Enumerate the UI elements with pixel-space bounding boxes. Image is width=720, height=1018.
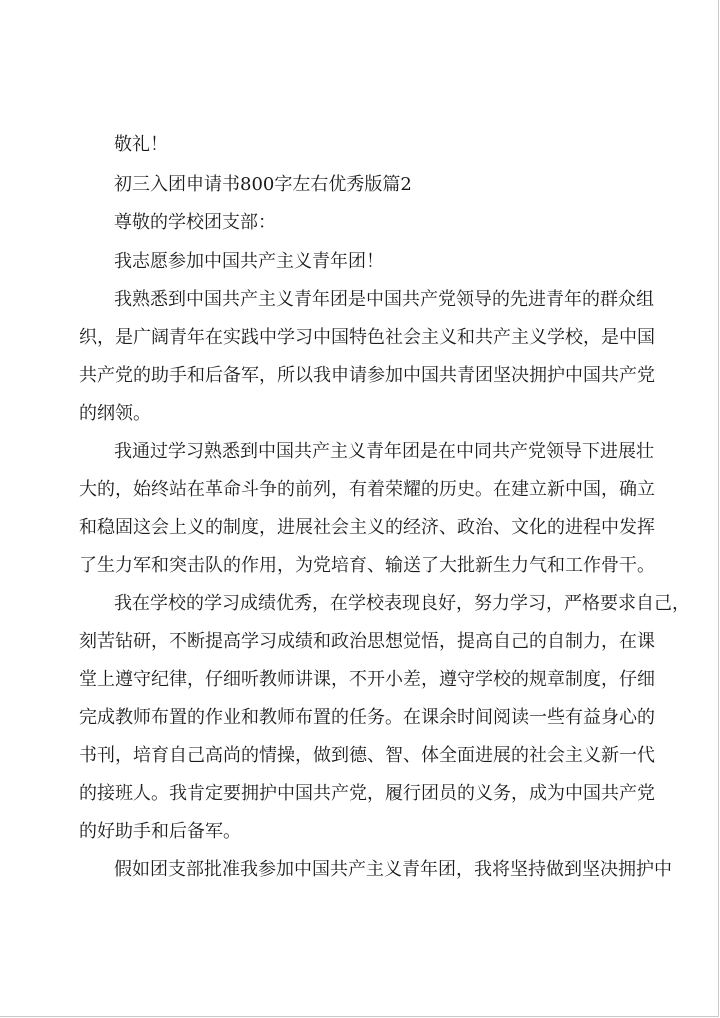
greeting: 尊敬的学校团支部： [114, 212, 276, 233]
paragraph-4-line: 假如团支部批准我参加中国共产主义青年团，我将坚持做到坚决拥护中 [114, 859, 672, 880]
section-heading: 初三入团申请书800字左右优秀版篇2 [114, 174, 412, 195]
paragraph-2-line: 我通过学习熟悉到中国共产主义青年团是在中同共产党领导下进展壮 [114, 441, 654, 462]
opening-statement: 我志愿参加中国共产主义青年团！ [114, 251, 384, 272]
paragraph-3-line: 刻苦钻研，不断提高学习成绩和政治思想觉悟，提高自己的自制力，在课 [79, 631, 655, 652]
paragraph-2-line: 了生力军和突击队的作用，为党培育、输送了大批新生力气和工作骨干。 [79, 555, 655, 576]
paragraph-3-line: 的接班人。我肯定要拥护中国共产党，履行团员的义务，成为中国共产党 [79, 783, 655, 804]
closing-salutation: 敬礼！ [114, 134, 168, 155]
paragraph-3-line: 的好助手和后备军。 [79, 821, 241, 842]
paragraph-3-line: 堂上遵守纪律，仔细听教师讲课，不开小差，遵守学校的规章制度，仔细 [79, 669, 655, 690]
paragraph-2-line: 和稳固这会上义的制度，进展社会主义的经济、政治、文化的进程中发挥 [79, 517, 655, 538]
paragraph-1-line: 共产党的助手和后备军，所以我申请参加中国共青团坚决拥护中国共产党 [79, 365, 655, 386]
paragraph-1-line: 我熟悉到中国共产主义青年团是中国共产党领导的先进青年的群众组 [114, 289, 654, 310]
paragraph-2-line: 大的，始终站在革命斗争的前列，有着荣耀的历史。在建立新中国，确立 [79, 479, 655, 500]
paragraph-1-line: 的纲领。 [79, 403, 151, 424]
paragraph-1-line: 织，是广阔青年在实践中学习中国特色社会主义和共产主义学校，是中国 [79, 327, 655, 348]
paragraph-3-line: 书刊，培育自己高尚的情操，做到德、智、体全面进展的社会主义新一代 [79, 745, 655, 766]
paragraph-3-line: 完成教师布置的作业和教师布置的任务。在课余时间阅读一些有益身心的 [79, 707, 655, 728]
paragraph-3-line: 我在学校的学习成绩优秀，在学校表现良好，努力学习，严格要求自己， [114, 593, 690, 614]
